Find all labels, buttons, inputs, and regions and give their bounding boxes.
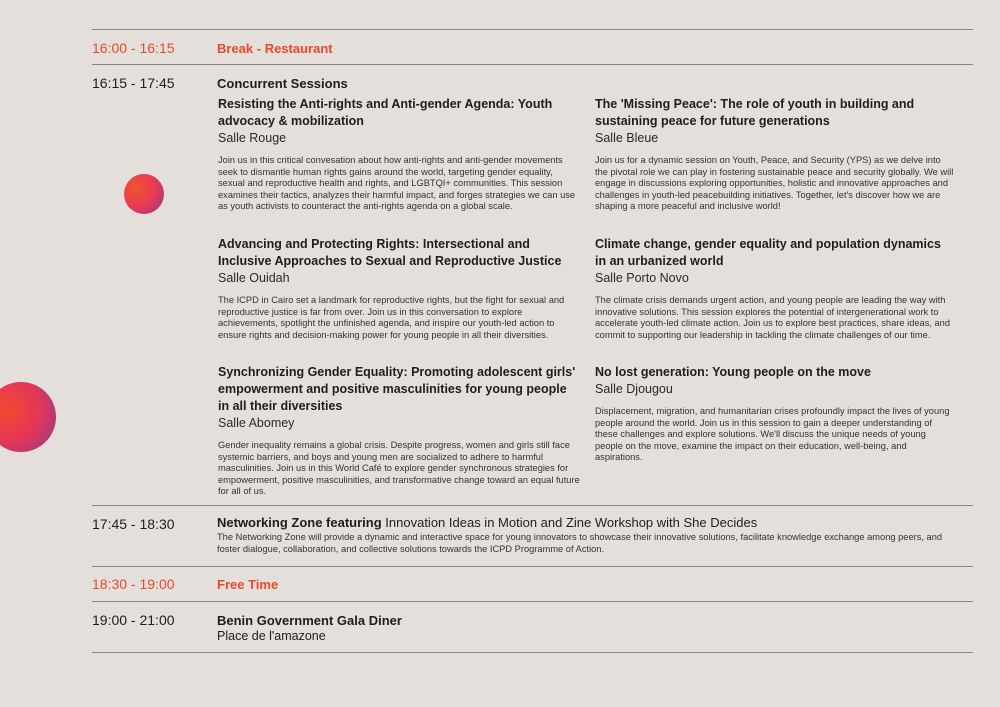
session-card — [218, 96, 578, 213]
concurrent-title: Concurrent Sessions — [217, 76, 348, 91]
session-title: Climate change, gender equality and population dynamics in an urbanized world — [595, 237, 941, 268]
session-card — [218, 236, 578, 341]
divider — [92, 601, 973, 602]
session-room: Salle Rouge — [218, 131, 287, 145]
networking-title — [217, 515, 757, 530]
concurrent-time: 16:15 - 17:45 — [92, 75, 175, 91]
divider — [92, 29, 973, 30]
session-description: The climate crisis demands urgent action, and young people are leading the way with innovative solutions. This session explores the potential of intergenerational work to accelerate youth-led climate action. Join us to explore best practices, share ideas, and commit to supporting our leadership in tackling the climate challenges of our time. — [595, 295, 951, 340]
networking-description: The Networking Zone will provide a dynamic and interactive space for young innovators to showcase their innovative solutions, facilitate knowledge exchange among peers, and foster dialogue, collaboration, and collective solutions towards the ICPD Programme of Action. — [217, 532, 943, 554]
decorative-circle-large — [0, 382, 56, 452]
session-description: The ICPD in Cairo set a landmark for reproductive rights, but the fight for sexual and reproductive justice is far from over. Join us in this conversation to explore achievements, spotlight the unfinished agenda, and inspire our youth-led action to ensure rights and decision-making power for young people in all their diversities. — [218, 295, 565, 340]
free-time-time: 18:30 - 19:00 — [92, 576, 175, 592]
divider — [92, 566, 973, 567]
session-title: No lost generation: Young people on the move — [595, 365, 871, 379]
session-room: Salle Abomey — [218, 416, 295, 430]
session-description: Gender inequality remains a global crisis. Despite progress, women and girls still face systemic barriers, and boys and young men are socialized to adhere to harmful masculinities. Join us in this World Café to explore gender synchronous strategies for empowerment, positive masculinities, and transformative change toward an equal future for all of us. — [218, 440, 580, 497]
session-title: Advancing and Protecting Rights: Intersectional and Inclusive Approaches to Sexual and Reproductive Justice — [218, 237, 562, 268]
session-description: Join us for a dynamic session on Youth, Peace, and Security (YPS) as we delve into the pivotal role we can play in fostering sustainable peace and security globally. We will engage in discussions exploring opportunities, holistic and innovative approaches and challenges in youth-led peacebuilding initiatives. Together, let's discover how we are shaping a more peaceful and inclusive world! — [595, 155, 954, 212]
session-room: Salle Porto Novo — [595, 271, 689, 285]
session-card — [595, 236, 955, 341]
divider — [92, 652, 973, 653]
session-room: Salle Ouidah — [218, 271, 290, 285]
free-time-title: Free Time — [217, 577, 279, 592]
divider — [92, 64, 973, 65]
session-title: Synchronizing Gender Equality: Promoting adolescent girls' empowerment and positive masculinities for young people in all their diversities — [218, 365, 576, 413]
break-title: Break - Restaurant — [217, 41, 333, 56]
session-card — [218, 364, 580, 498]
session-card — [595, 364, 955, 464]
networking-title-bold: Networking Zone featuring — [217, 515, 382, 530]
gala-title: Benin Government Gala Diner — [217, 613, 402, 628]
session-title: The 'Missing Peace': The role of youth in building and sustaining peace for future generations — [595, 97, 915, 128]
decorative-circle-small — [124, 174, 164, 214]
session-description: Join us in this critical convesation about how anti-rights and anti-gender movements seek to dismantle human rights gains around the world, targeting gender equality, sexual and reproductive health and rights, and LGBTQI+ communities. This session examines their tactics, analyzes their harmful impact, and forges strategies we can use as youth activists to counteract the anti-rights agenda on a global scale. — [218, 155, 576, 212]
networking-time: 17:45 - 18:30 — [92, 516, 175, 532]
gala-room: Place de l'amazone — [217, 629, 326, 643]
divider — [92, 505, 973, 506]
break-time: 16:00 - 16:15 — [92, 40, 175, 56]
networking-title-rest: Innovation Ideas in Motion and Zine Workshop with She Decides — [381, 515, 758, 530]
gala-time: 19:00 - 21:00 — [92, 612, 175, 628]
session-card — [595, 96, 955, 213]
session-room: Salle Bleue — [595, 131, 659, 145]
session-title: Resisting the Anti-rights and Anti-gender Agenda: Youth advocacy & mobilization — [218, 97, 553, 128]
session-room: Salle Djougou — [595, 382, 673, 396]
session-description: Displacement, migration, and humanitarian crises profoundly impact the lives of young people around the world. Join us in this session to gain a deeper understanding of these challenges and explore solutions. We'll discuss the unique needs of young people on the move, examine the impact on their education, well-being, and aspirations. — [595, 406, 950, 463]
